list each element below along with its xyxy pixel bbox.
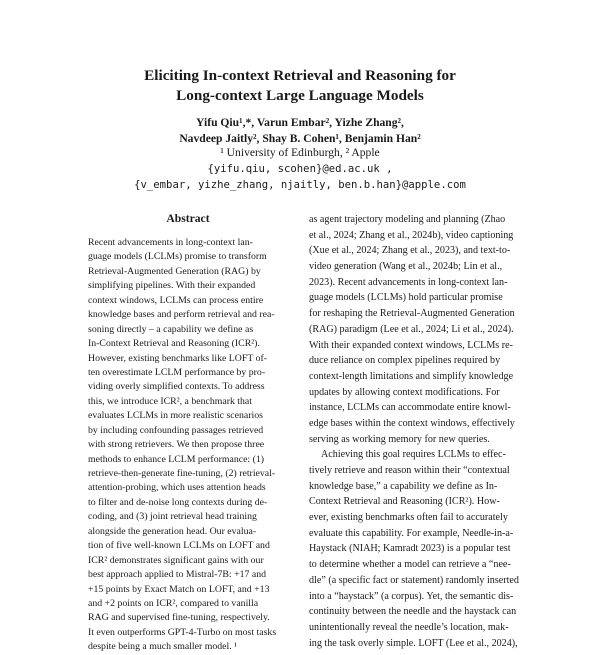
body-line: for reshaping the Retrieval-Augmented Generation — [309, 308, 515, 320]
body-line: 2023). Recent advancements in long-context lan- — [309, 276, 508, 288]
abstract-line: RAG and supervised fine-tuning, respectively. — [88, 612, 270, 624]
abstract-line: However, existing benchmarks like LOFT of- — [88, 352, 267, 364]
author-line-1: Yifu Qiu¹,*, Varun Embar², Yizhe Zhang², — [196, 116, 404, 129]
email-line-1: {yifu.qiu, scohen}@ed.ac.uk , — [207, 163, 393, 175]
body-line: Context Retrieval and Reasoning (ICR²). How- — [309, 496, 500, 508]
abstract-line: evaluates LCLMs in more realistic scenarios — [88, 410, 263, 422]
body-line: video generation (Wang et al., 2024b; Lin et al., — [309, 261, 503, 273]
paper-title — [0, 66, 600, 106]
abstract-line: ICR² demonstrates significant gains with our — [88, 554, 264, 566]
body-line: (Xue et al., 2024; Zhang et al., 2023), and text-to- — [309, 245, 511, 257]
body-line: et al., 2024; Zhang et al., 2024b), video captioning — [309, 229, 514, 241]
abstract-line: simplifying pipelines. With their expanded — [88, 280, 256, 292]
abstract-line: methods to enhance LCLM performance: (1) — [88, 453, 265, 465]
body-line: Haystack (NIAH; Kamradt 2023) is a popular test — [309, 543, 511, 555]
body-line: (RAG) paradigm (Lee et al., 2024; Li et al., 2024). — [309, 323, 514, 335]
abstract-line: Recent advancements in long-context lan- — [88, 237, 253, 248]
abstract-heading: Abstract — [166, 212, 210, 225]
abstract-line: knowledge bases and perform retrieval and rea- — [88, 309, 275, 321]
body-line: ever, existing benchmarks often fail to accurately — [309, 512, 508, 524]
abstract-line: by including confounding passages retrieved — [88, 424, 264, 436]
abstract-line: attention-probing, which uses attention heads — [88, 482, 266, 494]
abstract-line: It even outperforms GPT-4-Turbo on most tasks — [88, 626, 277, 638]
email-line-2: {v_embar, yizhe_zhang, njaitly, ben.b.han}@apple.com — [134, 179, 466, 191]
abstract-line: guage models (LCLMs) promise to transform — [88, 251, 267, 263]
body-line: edge bases within the context windows, effectively — [309, 417, 515, 429]
body-line: dle” (a specific fact or statement) randomly inserted — [309, 574, 519, 586]
abstract-line: to filter and de-noise long contexts during de- — [88, 496, 268, 508]
abstract-line: and +2 points on ICR², compared to vanilla — [88, 597, 259, 609]
abstract-line: In-Context Retrieval and Reasoning (ICR²). — [88, 338, 260, 350]
abstract-line: with strong retrievers. We then propose three — [88, 439, 265, 451]
introduction-text — [309, 212, 519, 651]
abstract-line: tion of five well-known LCLMs on LOFT and — [88, 540, 270, 552]
body-line: ing the task overly simple. LOFT (Lee et al., 2024), — [309, 637, 518, 649]
abstract-line: context windows, LCLMs can process entire — [88, 294, 264, 306]
abstract-line: this, we introduce ICR², a benchmark that — [88, 395, 252, 407]
abstract-text — [88, 236, 288, 655]
author-line-2: Navdeep Jaitly², Shay B. Cohen¹, Benjamin Han² — [179, 132, 421, 145]
title-line-1: Eliciting In-context Retrieval and Reasoning for — [144, 67, 456, 84]
abstract-line: despite being a much smaller model. ¹ — [88, 641, 238, 653]
title-line-2: Long-context Large Language Models — [176, 87, 424, 104]
body-line: updates by allowing context modifications. For — [309, 386, 500, 398]
body-line: serving as working memory for new queries. — [309, 433, 490, 445]
abstract-line: best approach applied to Mistral-7B: +17 and — [88, 569, 267, 581]
abstract-line: retrieve-then-generate fine-tuning, (2) retrieval- — [88, 468, 276, 479]
body-line: With their expanded context windows, LCLMs re- — [309, 339, 513, 351]
body-line: tively retrieve and reason within their “contextual — [309, 465, 510, 476]
abstract-line: +15 points by Exact Match on LOFT, and +13 — [88, 583, 270, 595]
abstract-line: soning directly – a capability we define as — [88, 323, 254, 335]
body-line: as agent trajectory modeling and planning (Zhao — [309, 214, 506, 225]
affiliation-line: ¹ University of Edinburgh, ² Apple — [220, 146, 380, 159]
body-line: Achieving this goal requires LCLMs to effec- — [321, 449, 506, 461]
abstract-line: Retrieval-Augmented Generation (RAG) by — [88, 265, 261, 277]
body-line: instance, LCLMs can accommodate entire knowl- — [309, 402, 511, 414]
body-line: into a “haystack” (a corpus). Yet, the semantic dis- — [309, 590, 514, 602]
body-line: unintentionally reveal the needle’s location, mak- — [309, 621, 509, 633]
abstract-line: viding overly simplified contexts. To address — [88, 381, 265, 393]
body-line: continuity between the needle and the haystack can — [309, 606, 517, 618]
affiliations — [0, 145, 600, 193]
body-line: to determine whether a model can retrieve a “nee- — [309, 559, 511, 571]
author-list — [0, 115, 600, 147]
body-line: duce reliance on complex pipelines required by — [309, 355, 501, 367]
abstract-line: alongside the generation head. Our evalua- — [88, 525, 257, 537]
body-line: evaluate this capability. For example, Needle-in-a- — [309, 527, 514, 539]
body-line: guage models (LCLMs) hold particular promise — [309, 292, 503, 304]
body-line: knowledge base,” a capability we define as In- — [309, 480, 498, 492]
abstract-line: coding, and (3) joint retrieval head training — [88, 511, 257, 523]
abstract-line: ten overestimate LCLM performance by pro- — [88, 366, 266, 378]
body-line: context-length limitations and simplify knowledge — [309, 370, 514, 382]
